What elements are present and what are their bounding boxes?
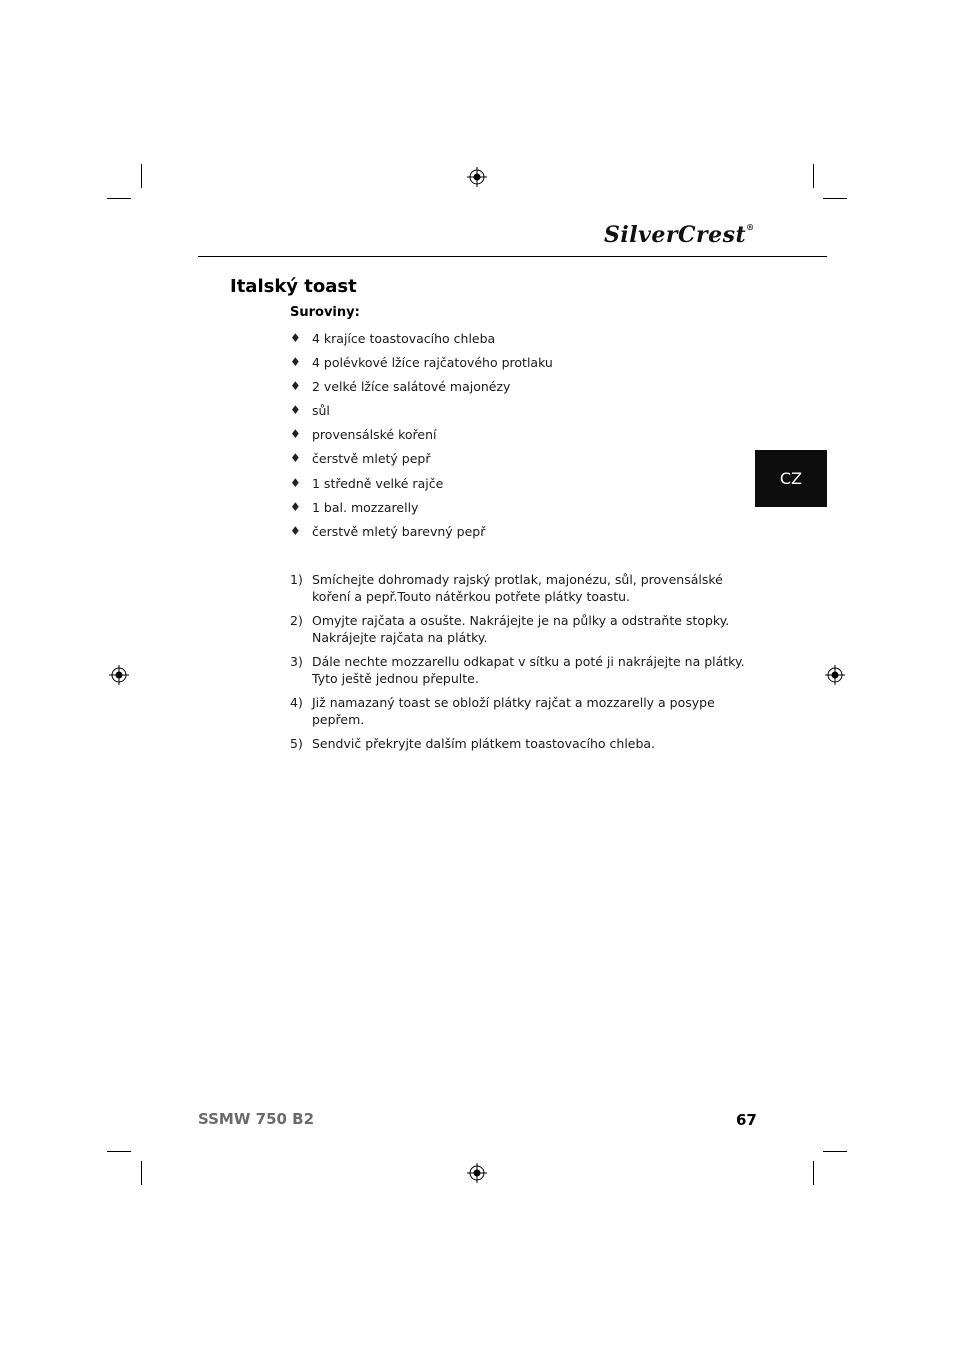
language-tab	[755, 450, 827, 507]
list-item	[290, 571, 750, 605]
footer-model: SSMW 750 B2	[198, 1110, 315, 1128]
ingredient-text: 4 polévkové lžíce rajčatového protlaku	[312, 355, 553, 371]
diamond-bullet-icon: ♦	[290, 403, 301, 418]
step-number: 2)	[290, 613, 303, 628]
ingredient-text: čerstvě mletý pepř	[312, 451, 431, 467]
crop-mark	[107, 198, 131, 199]
step-text: Omyjte rajčata a osušte. Nakrájejte je na půlky a odstraňte stopky. Nakrájejte rajčata na plátky.	[312, 613, 730, 645]
crop-mark	[813, 164, 814, 188]
list-item	[290, 355, 553, 379]
ingredients-list	[290, 331, 553, 548]
step-text: Již namazaný toast se obloží plátky rajčat a mozzarelly a posype pepřem.	[312, 695, 715, 727]
diamond-bullet-icon: ♦	[290, 427, 301, 442]
registration-mark-icon	[467, 1163, 487, 1183]
ingredient-text: čerstvě mletý barevný pepř	[312, 523, 486, 539]
registered-mark: ®	[746, 222, 755, 232]
brand-logo-text: SilverCrest	[604, 222, 747, 248]
crop-mark	[823, 198, 847, 199]
list-item	[290, 524, 553, 548]
list-item	[290, 694, 750, 728]
step-number: 5)	[290, 736, 303, 751]
registration-mark-icon	[825, 665, 845, 685]
header-rule	[198, 256, 827, 257]
registration-mark-icon	[109, 665, 129, 685]
diamond-bullet-icon: ♦	[290, 379, 301, 394]
crop-mark	[813, 1161, 814, 1185]
diamond-bullet-icon: ♦	[290, 451, 301, 466]
ingredient-text: 4 krajíce toastovacího chleba	[312, 331, 496, 346]
list-item	[290, 379, 553, 403]
ingredients-heading: Suroviny:	[290, 305, 360, 320]
step-text: Sendvič překryjte dalším plátkem toastovacího chleba.	[312, 736, 656, 751]
registration-mark-icon	[467, 167, 487, 187]
list-item	[290, 331, 553, 355]
diamond-bullet-icon: ♦	[290, 331, 301, 345]
crop-mark	[141, 1161, 142, 1185]
list-item	[290, 427, 553, 451]
list-item	[290, 612, 750, 646]
ingredient-text: sůl	[312, 403, 330, 419]
list-item	[290, 476, 553, 500]
diamond-bullet-icon: ♦	[290, 475, 301, 490]
crop-mark	[141, 164, 142, 188]
list-item	[290, 735, 750, 752]
language-tab-label: CZ	[779, 469, 803, 488]
instructions-list	[290, 571, 750, 759]
page-number: 67	[736, 1111, 757, 1129]
diamond-bullet-icon: ♦	[290, 499, 301, 514]
ingredient-text: 2 velké lžíce salátové majonézy	[312, 379, 511, 395]
step-number: 3)	[290, 654, 303, 669]
ingredient-text: 1 středně velké rajče	[312, 475, 444, 491]
list-item	[290, 500, 553, 524]
diamond-bullet-icon: ♦	[290, 523, 301, 538]
page-title: Italský toast	[230, 276, 357, 297]
step-number: 1)	[290, 572, 303, 587]
step-number: 4)	[290, 695, 303, 710]
crop-mark	[823, 1151, 847, 1152]
list-item	[290, 403, 553, 427]
ingredient-text: 1 bal. mozzarelly	[312, 499, 419, 515]
step-text: Smíchejte dohromady rajský protlak, majonézu, sůl, provensálské koření a pepř.Touto nátěrkou potřete plátky toastu.	[312, 572, 723, 604]
list-item	[290, 451, 553, 475]
step-text: Dále nechte mozzarellu odkapat v sítku a poté ji nakrájejte na plátky. Tyto ještě jednou přepulte.	[312, 654, 745, 686]
list-item	[290, 653, 750, 687]
ingredient-text: provensálské koření	[312, 427, 437, 443]
diamond-bullet-icon: ♦	[290, 355, 301, 370]
brand-logo	[604, 222, 755, 248]
crop-mark	[107, 1151, 131, 1152]
